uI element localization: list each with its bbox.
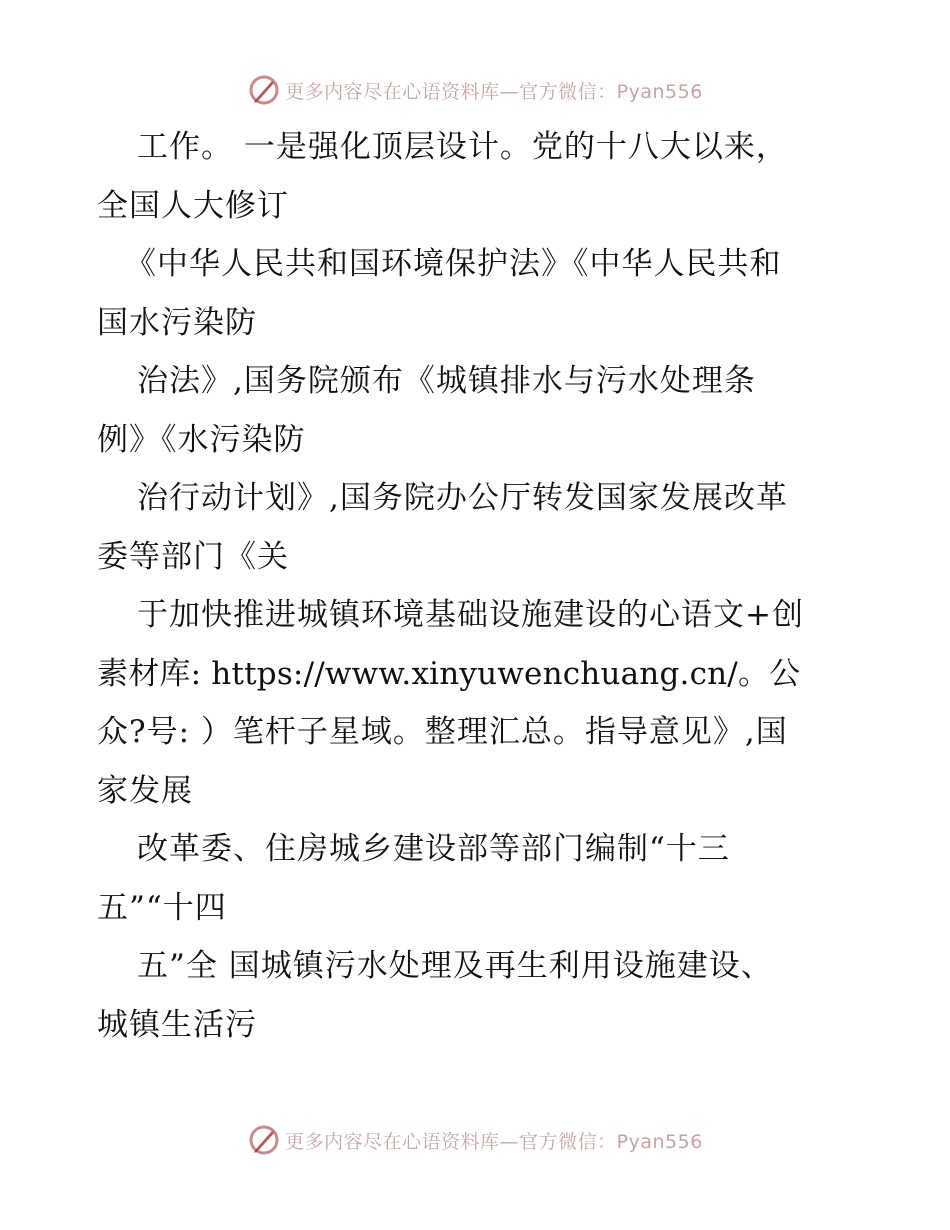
text-line: 《中华人民共和国环境保护法》《中华人民共和 [125,246,782,282]
text-line: 五”全 国城镇污水处理及再生利用设施建设、 [137,948,773,984]
footer-watermark-text: 更多内容尽在心语资料库—官方微信：Pyan556 [285,1130,703,1153]
header-watermark [0,70,950,110]
text-line: 委等部门《关 [97,538,289,575]
document-body [97,118,867,1054]
footer-watermark [0,1120,950,1160]
text-line: 五”“十四 [97,889,227,926]
text-line: 例》《水污染防 [97,421,306,458]
text-line: 城镇生活污 [97,1006,257,1043]
header-watermark-text: 更多内容尽在心语资料库—官方微信：Pyan556 [285,80,703,103]
text-line: 治行动计划》,国务院办公厅转发国家发展改革 [137,480,788,516]
text-line: 素材库: https://www.xinyuwenchuang.cn/。公 [97,655,801,692]
text-line: 工作。 一是强化顶层设计。党的十八大以来， [137,129,788,165]
text-line: 家发展 [97,772,193,809]
pen-logo-icon [247,1123,281,1157]
pen-logo-icon [247,73,281,107]
text-line: 众?号: ）笔杆子星域。整理汇总。指导意见》,国 [97,714,788,750]
text-line: 全国人大修订 [97,187,289,224]
text-line: 国水污染防 [97,304,257,341]
text-line: 改革委、住房城乡建设部等部门编制“十三 [137,831,730,867]
text-line: 于加快推进城镇环境基础设施建设的心语文+创 [137,597,804,633]
text-line: 治法》,国务院颁布《城镇排水与污水处理条 [137,363,756,399]
